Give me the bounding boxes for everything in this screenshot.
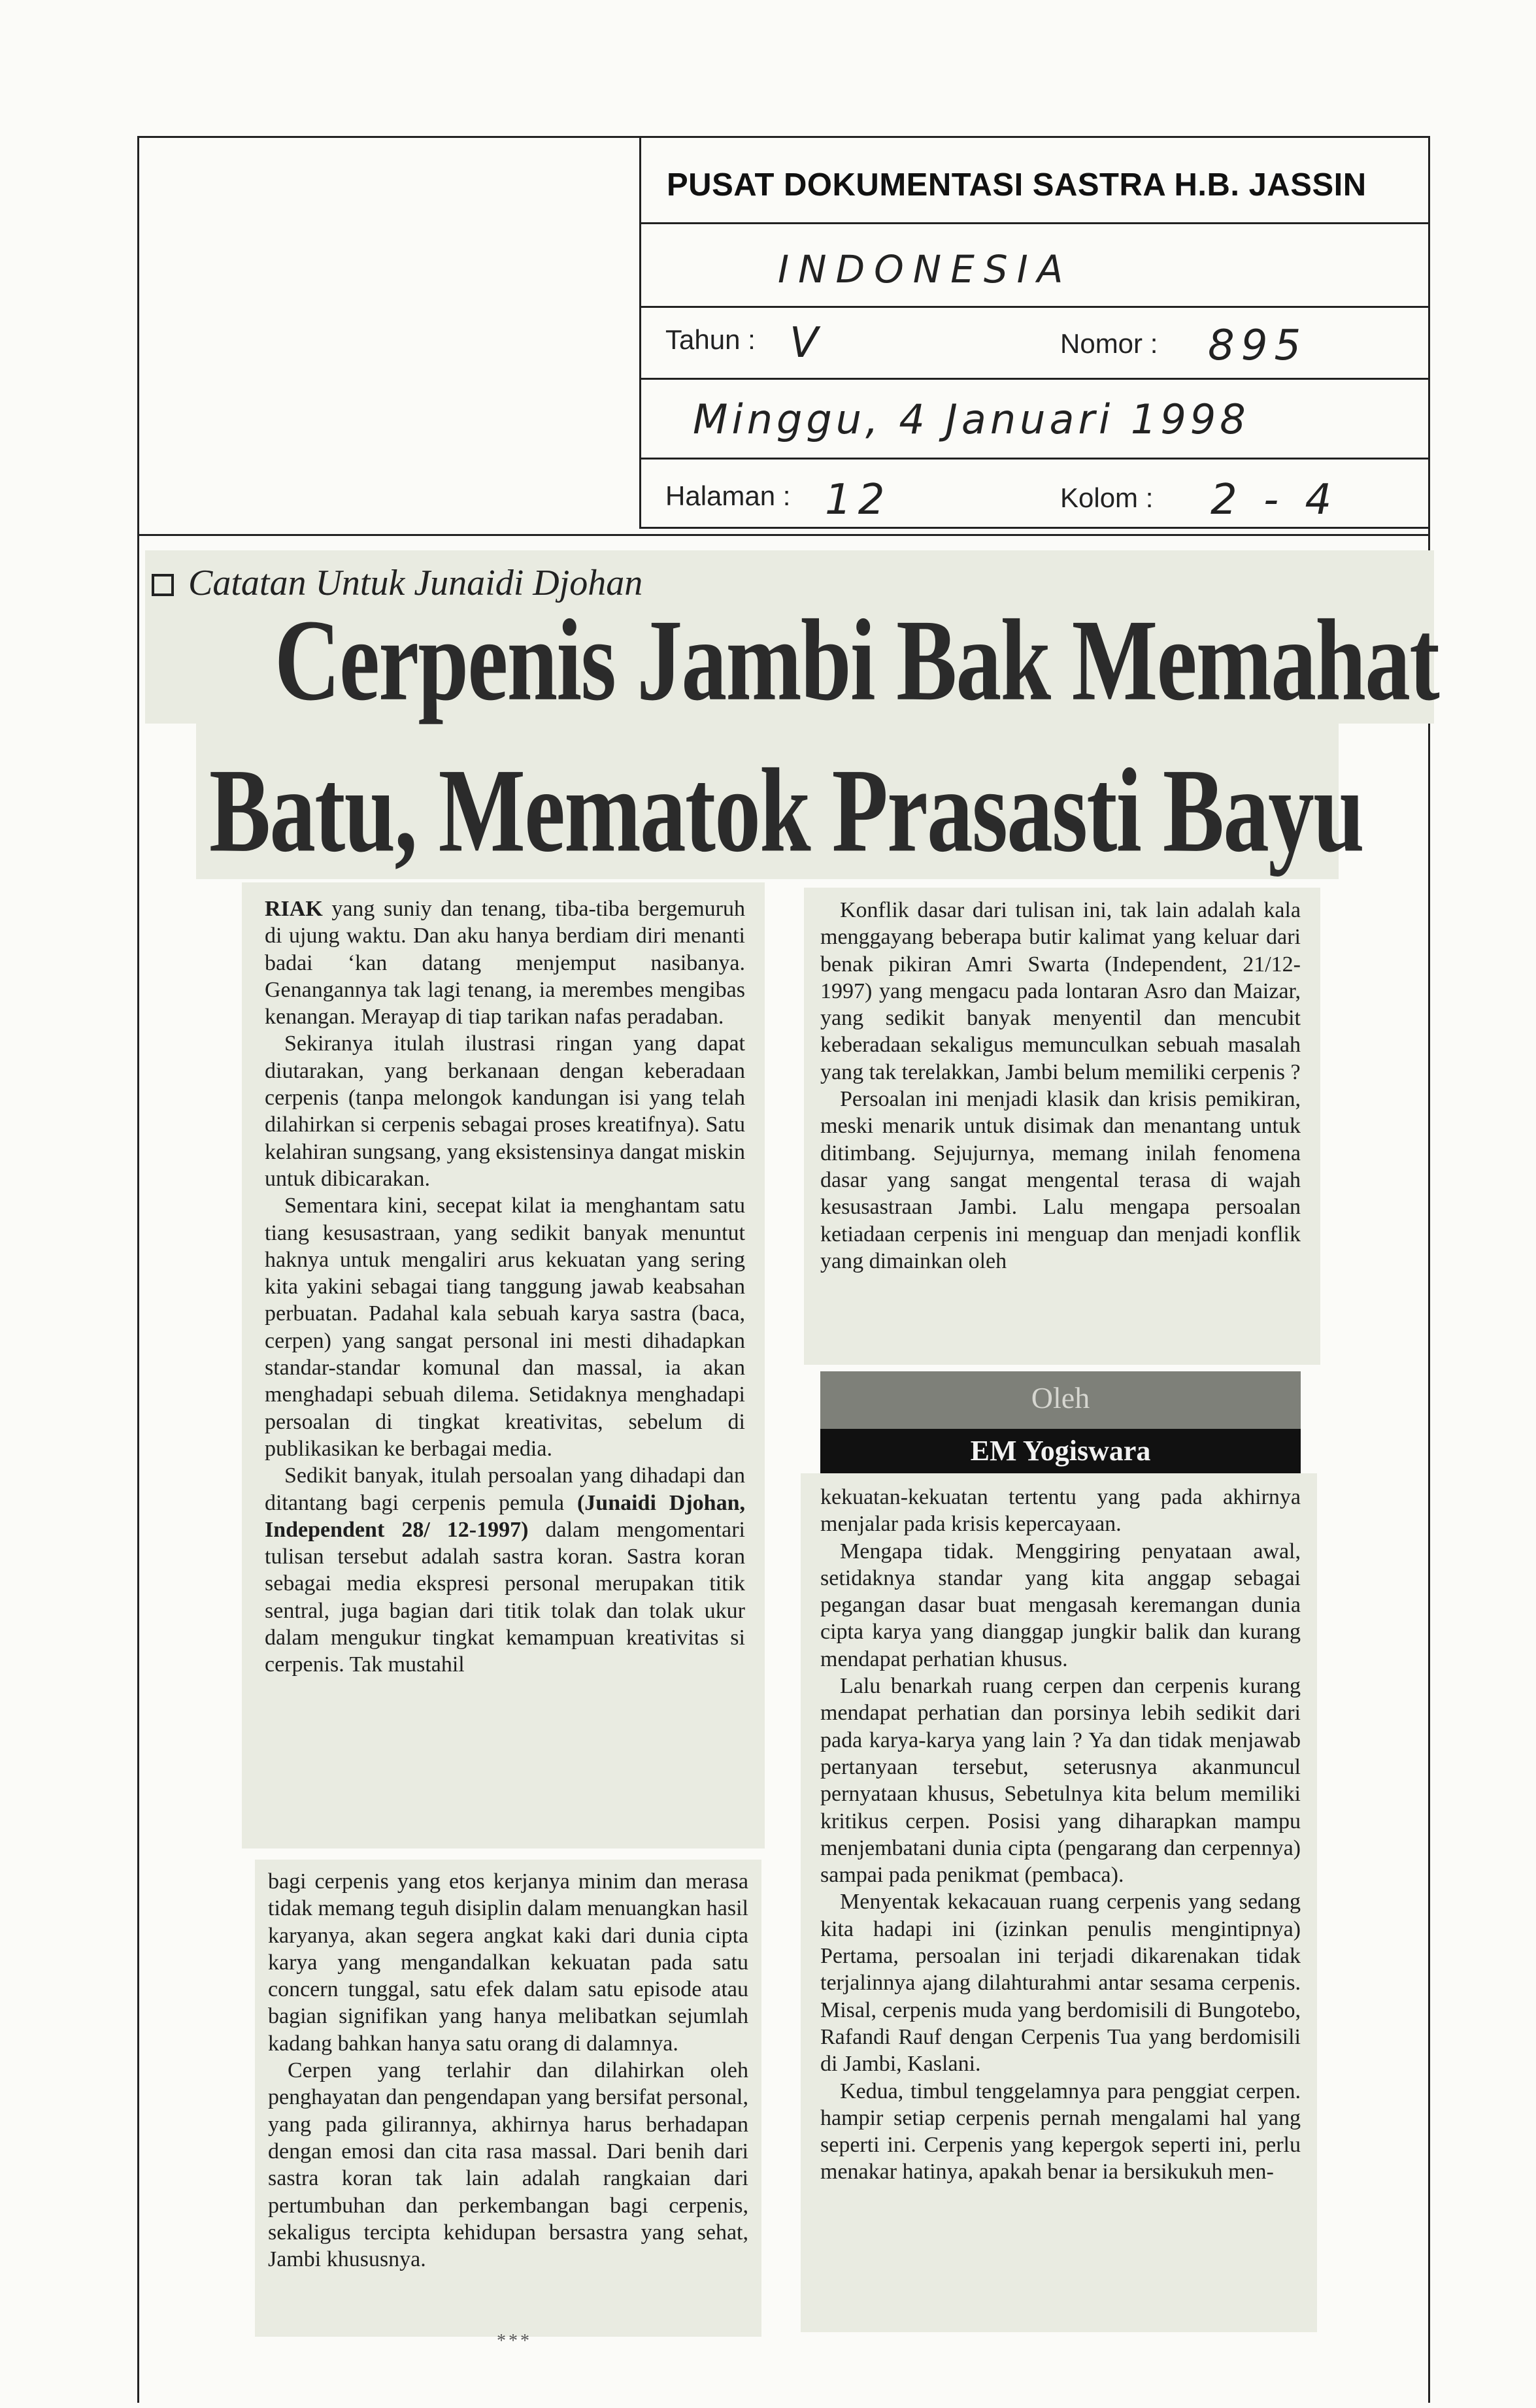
paragraph: Sedikit banyak, itulah persoalan yang dihadapi dan ditantang bagi cerpenis pemula (Junaidi Djohan, Independent 28/ 12-1997) dalam mengomentari tulisan tersebut adalah sastra koran. Sastra koran sebagai media ekspresi personal merupakan titik sentral, juga bagian dari titik tolak dan tolak ukur dalam mengukur tingkat kemampuan kreativitas si cerpenis. Tak mustahil <box>265 1463 745 1677</box>
kolom-label: Kolom : <box>1060 482 1154 513</box>
citation: (Junaidi Djohan, Independent 28/ 12-1997) <box>265 1490 745 1542</box>
paragraph: Mengapa tidak. Menggiring penyataan awal, setidaknya standar yang kita anggap sebagai pegangan dasar buat mengasah keremangan dunia cipta karya yang dianggap jungkir balik dan kurang mendapat perhatian khusus. <box>820 1539 1301 1671</box>
column-2b <box>820 1484 1301 2186</box>
publication-handwritten: INDONESIA <box>778 247 1073 292</box>
halaman-label: Halaman : <box>665 480 791 511</box>
paragraph: kekuatan-kekuatan tertentu yang pada akhirnya menjalar pada krisis kepercayaan. <box>820 1485 1301 1537</box>
paragraph: Kedua, timbul tenggelamnya para penggiat cerpen. hampir setiap cerpenis pernah mengalami hal yang seperti ini. Cerpenis yang kepergok seperti ini, perlu menakar hatinya, apakah benar ia bersikukuh men- <box>820 2079 1301 2184</box>
headline-line-2: Batu, Mematok Prasasti Bayu <box>209 744 1363 877</box>
form-divider <box>639 458 1430 460</box>
headline-line-1: Cerpenis Jambi Bak Memahat <box>275 595 1439 725</box>
tahun-value: V <box>790 319 825 367</box>
kolom-value: 2 - 4 <box>1210 476 1339 524</box>
end-mark: *** <box>497 2331 532 2351</box>
column-2a <box>820 897 1301 1275</box>
byline-label: Oleh <box>1031 1381 1090 1414</box>
tahun-label: Tahun : <box>665 324 756 355</box>
paragraph: Konflik dasar dari tulisan ini, tak lain adalah kala menggayang beberapa butir kalimat yang keluar dari benak pikiran Amri Swarta (Independent, 21/12-1997) yang mengacu pada lontaran Asro dan Maizar, yang sedikit banyak menyentil dan mencubit keberadaan sekaligus memunculkan sebuah masalah yang tak terelakkan, Jambi belum memiliki cerpenis ? <box>820 898 1301 1084</box>
paragraph: Sekiranya itulah ilustrasi ringan yang dapat diutarakan, yang berkanaan dengan keberadaan cerpenis (tanpa melongok kandungan isi yang telah dilahirkan si cerpenis sebagai proses kreatifnya). Satu kelahiran sungsang, yang eksistensinya dangat miskin untuk dibicarakan. <box>265 1031 745 1191</box>
form-divider <box>639 222 1430 224</box>
form-divider <box>639 306 1430 308</box>
paragraph: Persoalan ini menjadi klasik dan krisis pemikiran, meski menarik untuk disimak dan menantang untuk ditimbang. Sejujurnya, memang inilah fenomena dasar yang sangat mengental terasa di wajah kesusastraan Jambi. Lalu mengapa persoalan ketiadaan cerpenis ini menguap dan menjadi konflik yang dimainkan oleh <box>820 1087 1301 1273</box>
column-1a <box>265 895 745 1679</box>
paragraph: bagi cerpenis yang etos kerjanya minim dan merasa tidak memang teguh disiplin dalam menuangkan hasil karyanya, akan segera angkat kaki dari dunia cipta karya yang mengandalkan kekuatan pada satu concern tunggal, satu efek dalam satu episode atau bagian signifikan yang hanya melibatkan sejumlah kadang bahkan hanya satu orang di dalamnya. <box>268 1869 748 2056</box>
paragraph: RIAK yang suniy dan tenang, tiba-tiba bergemuruh di ujung waktu. Dan aku hanya berdiam diri menanti badai ‘kan datang menjemput nasibanya. Genangannya tak lagi tenang, ia merembes mengibas kenangan. Merayap di tiap tarikan nafas peradaban. <box>265 897 745 1029</box>
archive-title: PUSAT DOKUMENTASI SASTRA H.B. JASSIN <box>667 167 1367 203</box>
form-divider <box>639 378 1430 380</box>
nomor-label: Nomor : <box>1060 328 1158 359</box>
paragraph: Lalu benarkah ruang cerpen dan cerpenis kurang mendapat perhatian dan porsinya lebih sedikit dari pada karya-karya yang lain ? Ya dan tidak menjawab pertanyaan tersebut, seterusnya akanmuncul pernyataan khusus, Sebetulnya kita belum memiliki kritikus cerpen. Posisi yang diharapkan mampu menjembatani dunia cipta (pengarang dan cerpennya) sampai pada penikmat (pembaca). <box>820 1674 1301 1888</box>
date-handwritten: Minggu, 4 Januari 1998 <box>693 395 1250 443</box>
paragraph: Menyentak kekacauan ruang cerpenis yang sedang kita hadapi ini (izinkan penulis mengintipnya) Pertama, persoalan ini terjadi dikarenakan tidak terjalinnya ajang dilahturahmi antar sesama cerpenis. Misal, cerpenis muda yang berdomisili di Bungotebo, Rafandi Rauf dengan Cerpenis Tua yang berdomisili di Jambi, Kaslani. <box>820 1890 1301 2077</box>
nomor-value: 895 <box>1208 322 1308 370</box>
kicker-text: Catatan Untuk Junaidi Djohan <box>188 563 643 603</box>
paragraph: Cerpen yang terlahir dan dilahirkan oleh penghayatan dan pengendapan yang bersifat personal, yang pada gilirannya, akhirnya harus berhadapan dengan emosi dan cita rasa massal. Dari benih dari sastra koran tak lain adalah rangkaian dari pertumbuhan dan perkembangan bagi cerpenis, sekaligus tercipta kehidupan bersastra yang sehat, Jambi khususnya. <box>268 2058 748 2272</box>
column-1b <box>268 1868 748 2273</box>
lead-word: RIAK <box>265 897 323 921</box>
form-divider-vertical <box>639 136 641 528</box>
halaman-value: 12 <box>825 476 892 524</box>
byline-box <box>820 1371 1301 1473</box>
checkbox-square-icon <box>152 574 174 596</box>
paragraph: Sementara kini, secepat kilat ia menghantam satu tiang kesusastraan, yang sedikit banyak menuntut haknya untuk mengaliri arus kekuatan yang sering kita yakini sebagai tiang tanggung jawab keabsahan perbuatan. Padahal kala sebuah karya sastra (baca, cerpen) yang sangat personal ini mesti dihadapkan standar-standar komunal dan massal, ia akan menghadapi sebuah dilema. Setidaknya menghadapi persoalan di tingkat kreativitas, sebelum di publikasikan ke berbagai media. <box>265 1194 745 1461</box>
byline-author: EM Yogiswara <box>820 1429 1301 1473</box>
